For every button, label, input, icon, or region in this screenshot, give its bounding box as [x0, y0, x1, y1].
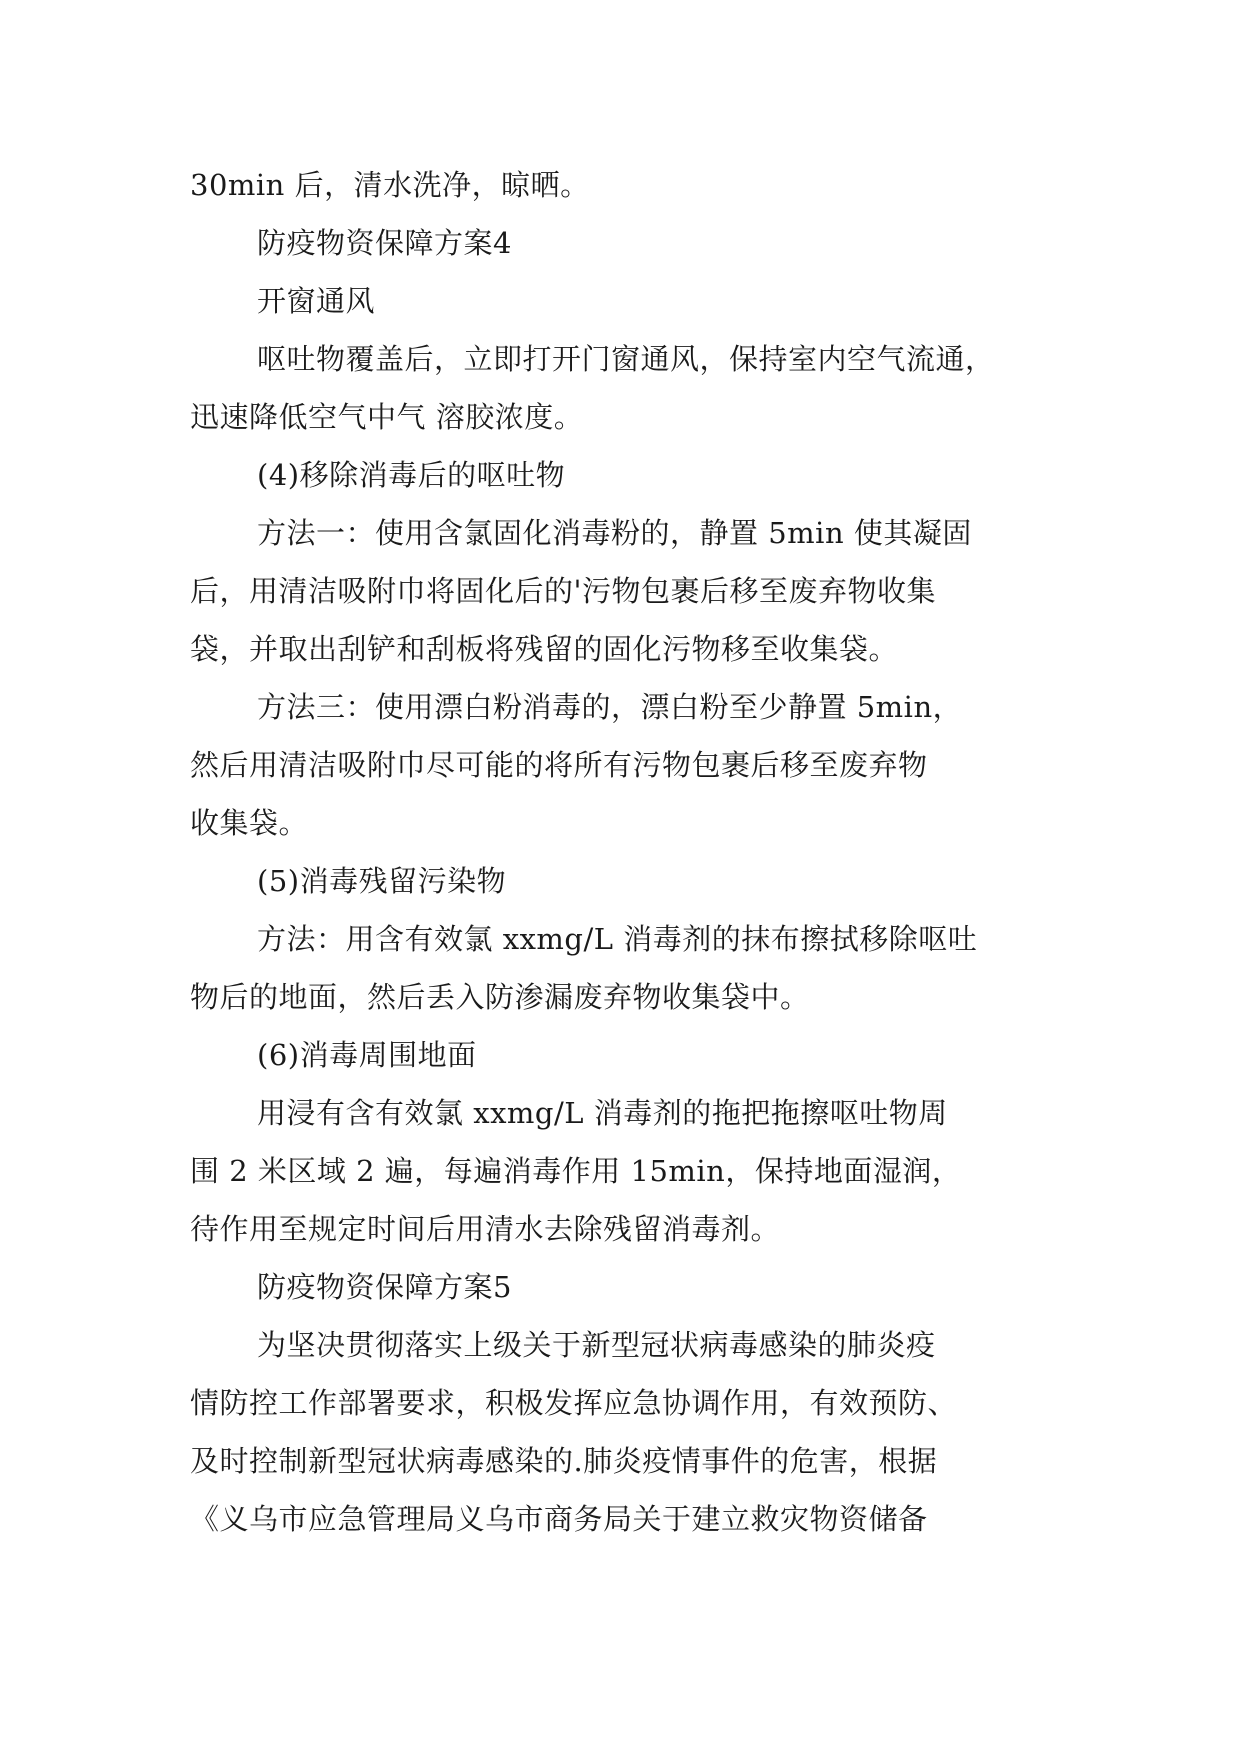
text-line: 用浸有含有效氯 xxmg/L 消毒剂的拖把拖擦呕吐物周	[257, 1096, 948, 1130]
text-line: 迅速降低空气中气 溶胶浓度。	[190, 400, 584, 434]
section-heading: 防疫物资保障方案4	[257, 226, 512, 260]
text-line: 围 2 米区域 2 遍，每遍消毒作用 15min，保持地面湿润，	[190, 1154, 962, 1188]
text-line: 方法三：使用漂白粉消毒的，漂白粉至少静置 5min，	[257, 690, 963, 724]
text-line: 收集袋。	[190, 806, 309, 840]
step-heading: (6)消毒周围地面	[257, 1038, 477, 1072]
text-line: 及时控制新型冠状病毒感染的.肺炎疫情事件的危害，根据	[190, 1444, 938, 1478]
text-line: 《义乌市应急管理局义乌市商务局关于建立救灾物资储备	[190, 1502, 928, 1536]
text-line: 后，用清洁吸附巾将固化后的'污物包裹后移至废弃物收集	[190, 574, 936, 608]
text-line: 情防控工作部署要求，积极发挥应急协调作用，有效预防、	[190, 1386, 958, 1420]
text-line: 为坚决贯彻落实上级关于新型冠状病毒感染的肺炎疫	[257, 1328, 936, 1362]
text-line: 然后用清洁吸附巾尽可能的将所有污物包裹后移至废弃物	[190, 748, 928, 782]
text-line: 方法：用含有效氯 xxmg/L 消毒剂的抹布擦拭移除呕吐	[257, 922, 978, 956]
text-line: 30min 后，清水洗净，晾晒。	[190, 168, 590, 202]
step-heading: (4)移除消毒后的呕吐物	[257, 458, 566, 492]
step-heading: 开窗通风	[257, 284, 376, 318]
text-line: 呕吐物覆盖后，立即打开门窗通风，保持室内空气流通，	[257, 342, 995, 376]
text-line: 物后的地面，然后丢入防渗漏废弃物收集袋中。	[190, 980, 810, 1014]
section-heading: 防疫物资保障方案5	[257, 1270, 512, 1304]
text-line: 袋，并取出刮铲和刮板将残留的固化污物移至收集袋。	[190, 632, 899, 666]
text-line: 方法一：使用含氯固化消毒粉的，静置 5min 使其凝固	[257, 516, 972, 550]
text-line: 待作用至规定时间后用清水去除残留消毒剂。	[190, 1212, 781, 1246]
step-heading: (5)消毒残留污染物	[257, 864, 507, 898]
